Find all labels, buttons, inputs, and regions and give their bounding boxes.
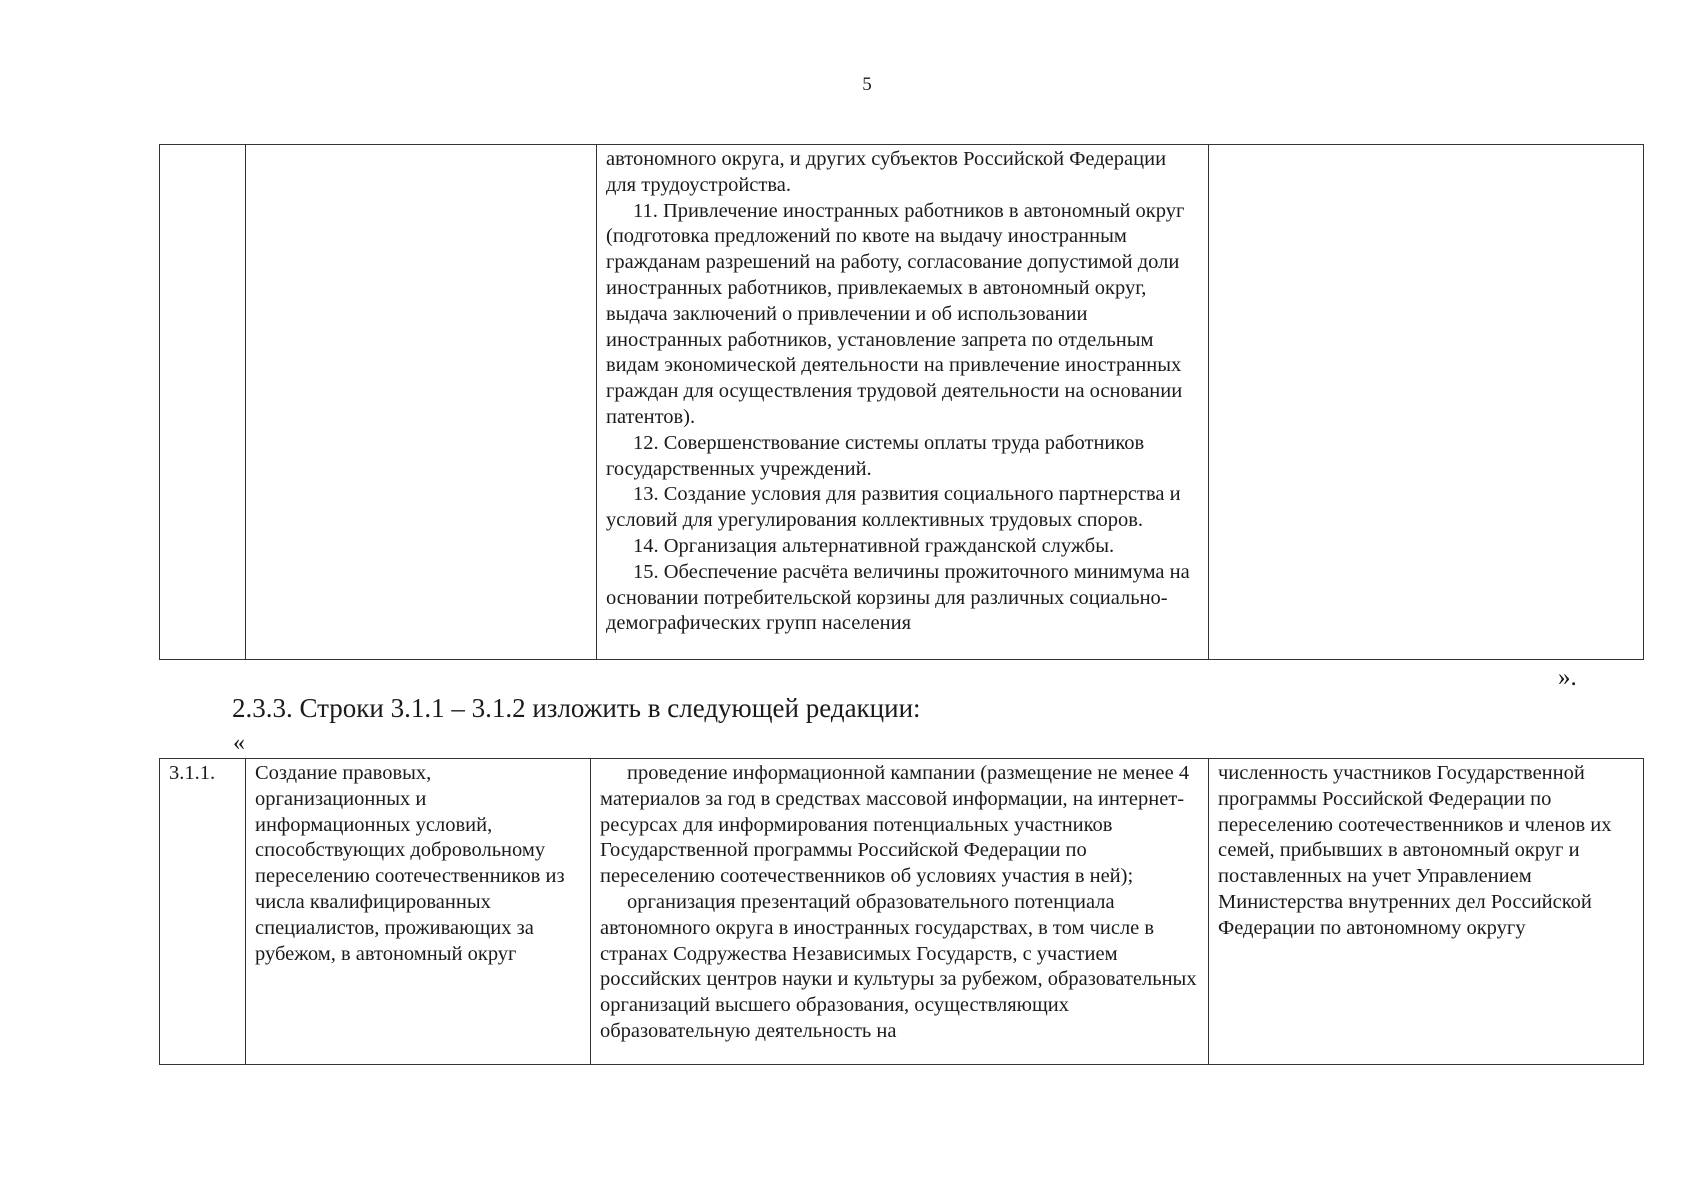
paragraph: проведение информационной кампании (размещение не менее 4 материалов за год в средствах массовой информации, на интернет-ресурсах для информирования потенциальных участников Государственной программы Российской Федерации по переселению соотечественников об условиях участия в ней); <box>600 762 1190 888</box>
indicator-cell <box>1209 145 1644 660</box>
measures-cell <box>591 759 1209 1065</box>
table-row <box>160 759 1644 1065</box>
paragraph: автономного округа, и других субъектов Российской Федерации для трудоустройства. <box>606 148 1167 196</box>
table-row <box>160 145 1644 660</box>
paragraph: 14. Организация альтернативной гражданской службы. <box>633 534 1115 557</box>
paragraph: 12. Совершенствование системы оплаты труда работников государственных учреждений. <box>606 431 1145 480</box>
task-text: Создание правовых, организационных и информационных условий, способствующих добровольному переселению соотечественников из числа квалифицированных специалистов, проживающих за рубежом, в автономный округ <box>255 762 565 965</box>
page-number: 5 <box>862 74 872 95</box>
paragraph: 13. Создание условия для развития социального партнерства и условий для урегулирования коллективных трудовых споров. <box>606 483 1181 532</box>
task-cell <box>246 759 591 1065</box>
measures-cell <box>597 145 1209 660</box>
paragraph: 15. Обеспечение расчёта величины прожиточного минимума на основании потребительской корзины для различных социально-демографических групп населения <box>606 560 1190 635</box>
row-number-cell <box>160 759 246 1065</box>
table-continuation <box>159 144 1644 660</box>
amendment-instruction: 2.3.3. Строки 3.1.1 – 3.1.2 изложить в следующей редакции: <box>232 693 921 723</box>
task-cell <box>246 145 597 660</box>
row-number-cell <box>160 145 246 660</box>
paragraph: 11. Привлечение иностранных работников в автономный округ (подготовка предложений по квоте на выдачу иностранным гражданам разрешений на работу, согласование допустимой доли иностранных работников, привлекаемых в автономный округ, выдача заключений о привлечении и об использовании иностранных работников, установление запрета по отдельным видам экономической деятельности на привлечение иностранных граждан для осуществления трудовой деятельности на основании патентов). <box>606 199 1185 428</box>
closing-quote: ». <box>1558 664 1577 691</box>
paragraph: организация презентаций образовательного потенциала автономного округа в иностранных государствах, в том числе в странах Содружества Независимых Государств, с участием российских центров науки и культуры за рубежом, образовательных организаций высшего образования, осуществляющих образовательную деятельность на <box>600 890 1197 1042</box>
indicator-cell <box>1209 759 1644 1065</box>
table-amended-rows <box>159 758 1644 1065</box>
indicator-text: численность участников Государственной программы Российской Федерации по переселению соотечественников и членов их семей, прибывших в автономный округ и поставленных на учет Управлением Министерства внутренних дел Российской Федерации по автономному округу <box>1218 762 1612 939</box>
row-number: 3.1.1. <box>169 762 216 784</box>
opening-quote: « <box>233 730 245 756</box>
